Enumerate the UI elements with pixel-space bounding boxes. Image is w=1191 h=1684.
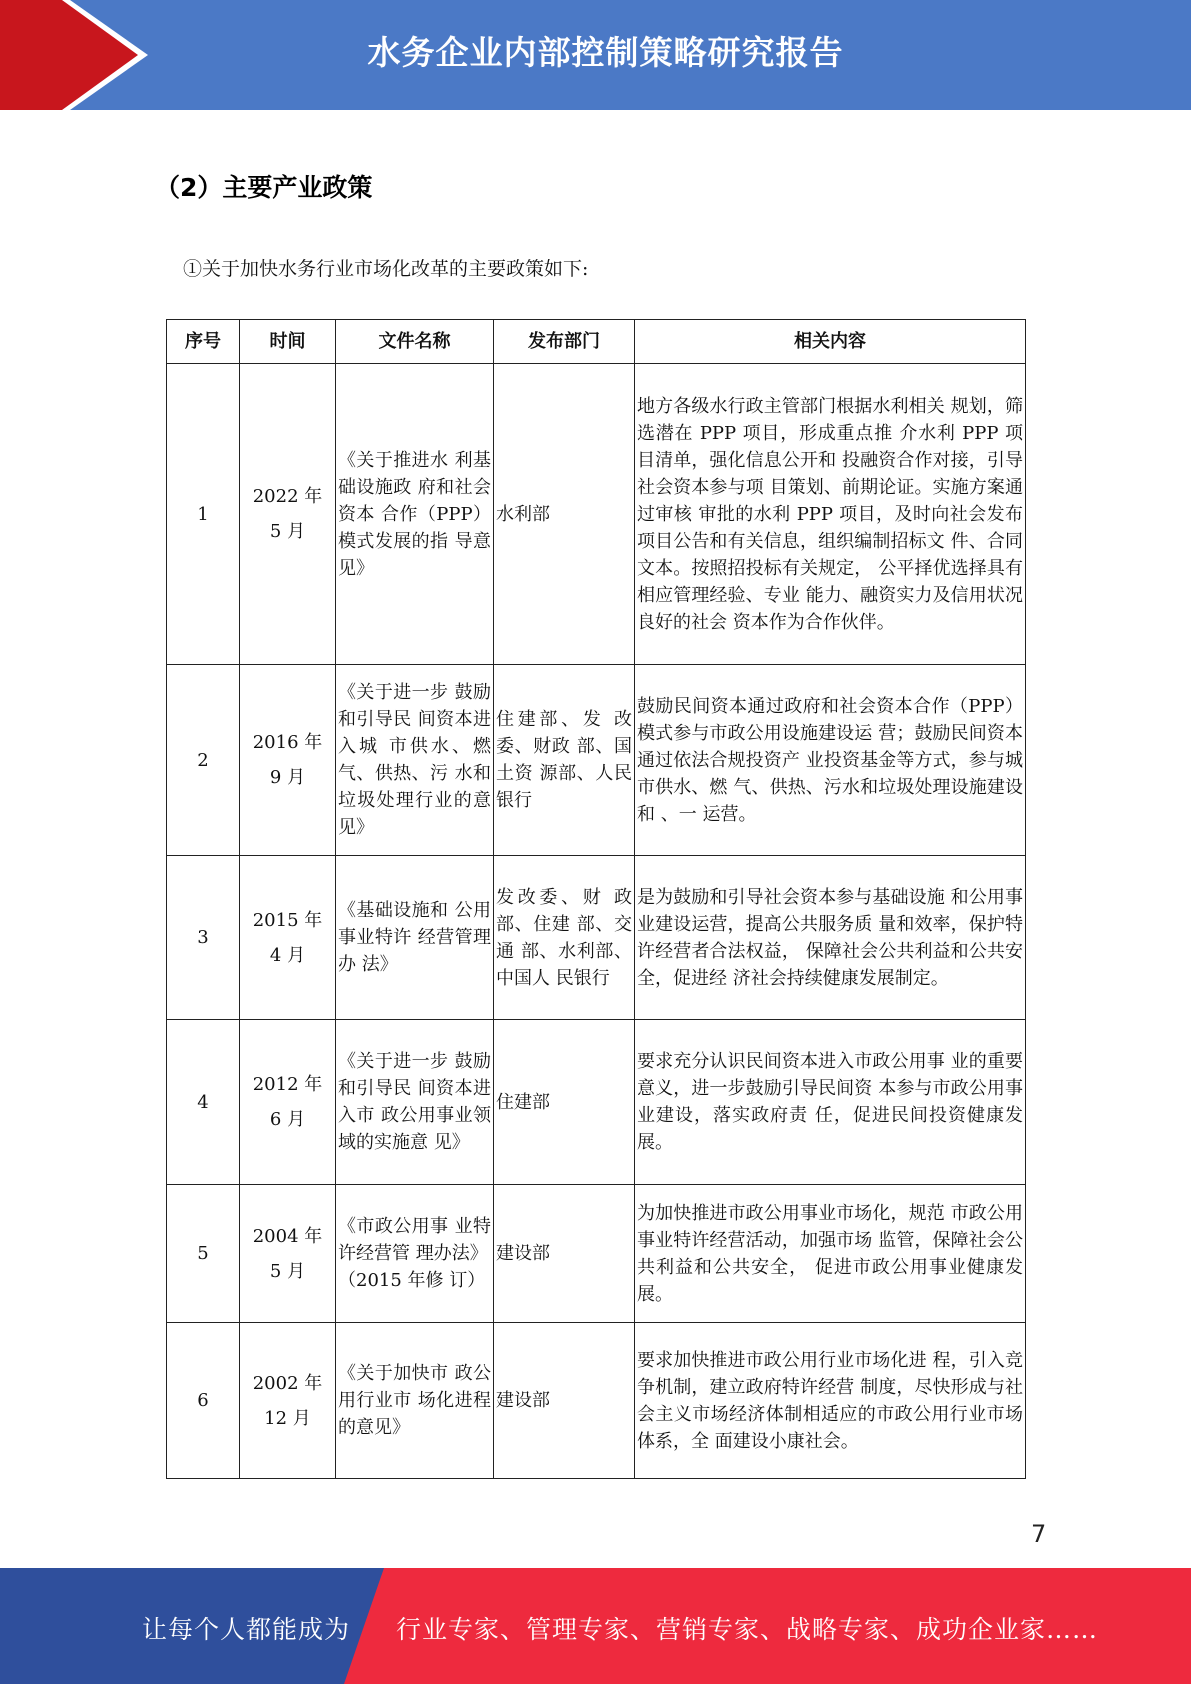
table-row <box>167 1323 1026 1479</box>
cell-dept: 建设部 <box>494 1323 635 1479</box>
cell-no: 4 <box>167 1020 240 1185</box>
policy-table <box>166 319 1026 1479</box>
cell-time <box>240 364 336 665</box>
cell-time-year: 2016 年 <box>252 732 323 753</box>
cell-time-year: 2004 年 <box>252 1225 323 1247</box>
header-no: 序号 <box>167 320 240 364</box>
header-time: 时间 <box>240 320 336 364</box>
cell-time <box>240 1020 336 1185</box>
cell-content: 要求充分认识民间资本进入市政公用事 业的重要意义，进一步鼓励引导民间资 本参与市政公用事业建设，落实政府责 任，促进民间投资健康发展。 <box>635 1020 1026 1185</box>
cell-time-year: 2015 年 <box>252 909 323 931</box>
cell-no: 1 <box>167 364 240 665</box>
table-row <box>167 364 1026 665</box>
cell-name: 《关于推进水 利基础设施政 府和社会资本 合作（PPP） 模式发展的指 导意见》 <box>336 364 494 665</box>
cell-name: 《基础设施和 公用事业特许 经营管理办 法》 <box>336 856 494 1020</box>
cell-time <box>240 665 336 856</box>
cell-name-extra: （2015 年修 订） <box>338 1270 486 1291</box>
table-row <box>167 665 1026 856</box>
cell-dept: 水利部 <box>494 364 635 665</box>
report-title: 水务企业内部控制策略研究报告 <box>367 33 844 72</box>
page-number: 7 <box>1031 1520 1047 1548</box>
table-header-row <box>167 320 1026 364</box>
cell-time-year: 2012 年 <box>252 1074 323 1095</box>
cell-time-month: 4 月 <box>269 944 306 966</box>
cell-name: 《关于加快市 政公用行业市 场化进程的意见》 <box>336 1323 494 1479</box>
header-content: 相关内容 <box>635 320 1026 364</box>
section-heading: （2）主要产业政策 <box>155 173 373 202</box>
cell-time <box>240 1185 336 1323</box>
cell-content: 地方各级水行政主管部门根据水利相关 规划，筛选潜在 PPP 项目，形成重点推 介水利 PPP 项目清单，强化信息公开和 投融资合作对接，引导社会资本参与项 目策划、前期论证。实施方案通过审核 审批的水利 PPP 项目，及时向社会发布 项目公告和有关信息，组织编制招标文 件、合同文本。按照招投标有关规定， 公平择优选择具有相应管理经验、专业 能力、融资实力及信用状况良好的社会 资本作为合作伙伴。 <box>635 364 1026 665</box>
cell-content: 是为鼓励和引导社会资本参与基础设施 和公用事业建设运营，提高公共服务质 量和效率，保护特许经营者合法权益， 保障社会公共利益和公共安全，促进经 济社会持续健康发展制定。 <box>635 856 1026 1020</box>
cell-time-month: 6 月 <box>269 1109 306 1130</box>
cell-no: 3 <box>167 856 240 1020</box>
header-name: 文件名称 <box>336 320 494 364</box>
cell-content: 为加快推进市政公用事业市场化，规范 市政公用事业特许经营活动，加强市场 监管，保障社会公共利益和公共安全， 促进市政公用事业健康发展。 <box>635 1185 1026 1323</box>
cell-time-year: 2022 年 <box>252 486 323 507</box>
footer-slogan-right: 行业专家、管理专家、营销专家、战略专家、成功企业家…… <box>396 1615 1099 1644</box>
table-row <box>167 1185 1026 1323</box>
cell-time-month: 5 月 <box>269 1260 306 1282</box>
footer-slogan-left: 让每个人都能成为 <box>142 1615 351 1644</box>
cell-no: 6 <box>167 1323 240 1479</box>
cell-dept: 住建部、发 改委、财政 部、国土资 源部、人民 银行 <box>494 665 635 856</box>
cell-time <box>240 1323 336 1479</box>
cell-no: 5 <box>167 1185 240 1323</box>
cell-time-month: 9 月 <box>269 767 306 788</box>
cell-dept: 住建部 <box>494 1020 635 1185</box>
cell-time-year: 2002 年 <box>252 1372 323 1394</box>
cell-dept: 建设部 <box>494 1185 635 1323</box>
cell-dept: 发改委、财 政部、住建 部、交通 部、水利部、中国人 民银行 <box>494 856 635 1020</box>
cell-no: 2 <box>167 665 240 856</box>
cell-name <box>336 1185 494 1323</box>
cell-time-month: 5 月 <box>269 521 306 542</box>
table-row <box>167 1020 1026 1185</box>
cell-name-main: 《市政公用事 业特许经营管 理办法》 <box>338 1216 491 1264</box>
intro-text: ①关于加快水务行业市场化改革的主要政策如下: <box>183 258 589 280</box>
cell-time <box>240 856 336 1020</box>
cell-content: 要求加快推进市政公用行业市场化进 程，引入竞争机制，建立政府特许经营 制度，尽快形成与社会主义市场经济体制相适应的市政公用行业市场体系，全 面建设小康社会。 <box>635 1323 1026 1479</box>
header-dept: 发布部门 <box>494 320 635 364</box>
cell-name: 《关于进一步 鼓励和引导民 间资本进入市 政公用事业领 域的实施意 见》 <box>336 1020 494 1185</box>
cell-time-month: 12 月 <box>264 1407 311 1429</box>
table-row <box>167 856 1026 1020</box>
cell-name: 《关于进一步 鼓励和引导民 间资本进入城 市供水、燃 气、供热、污 水和垃圾处理行业的意见》 <box>336 665 494 856</box>
cell-content: 鼓励民间资本通过政府和社会资本合作（PPP）模式参与市政公用设施建设运 营；鼓励民间资本通过依法合规投资产 业投资基金等方式，参与城市供水、燃 气、供热、污水和垃圾处理设施建设和 、一 运营。 <box>635 665 1026 856</box>
